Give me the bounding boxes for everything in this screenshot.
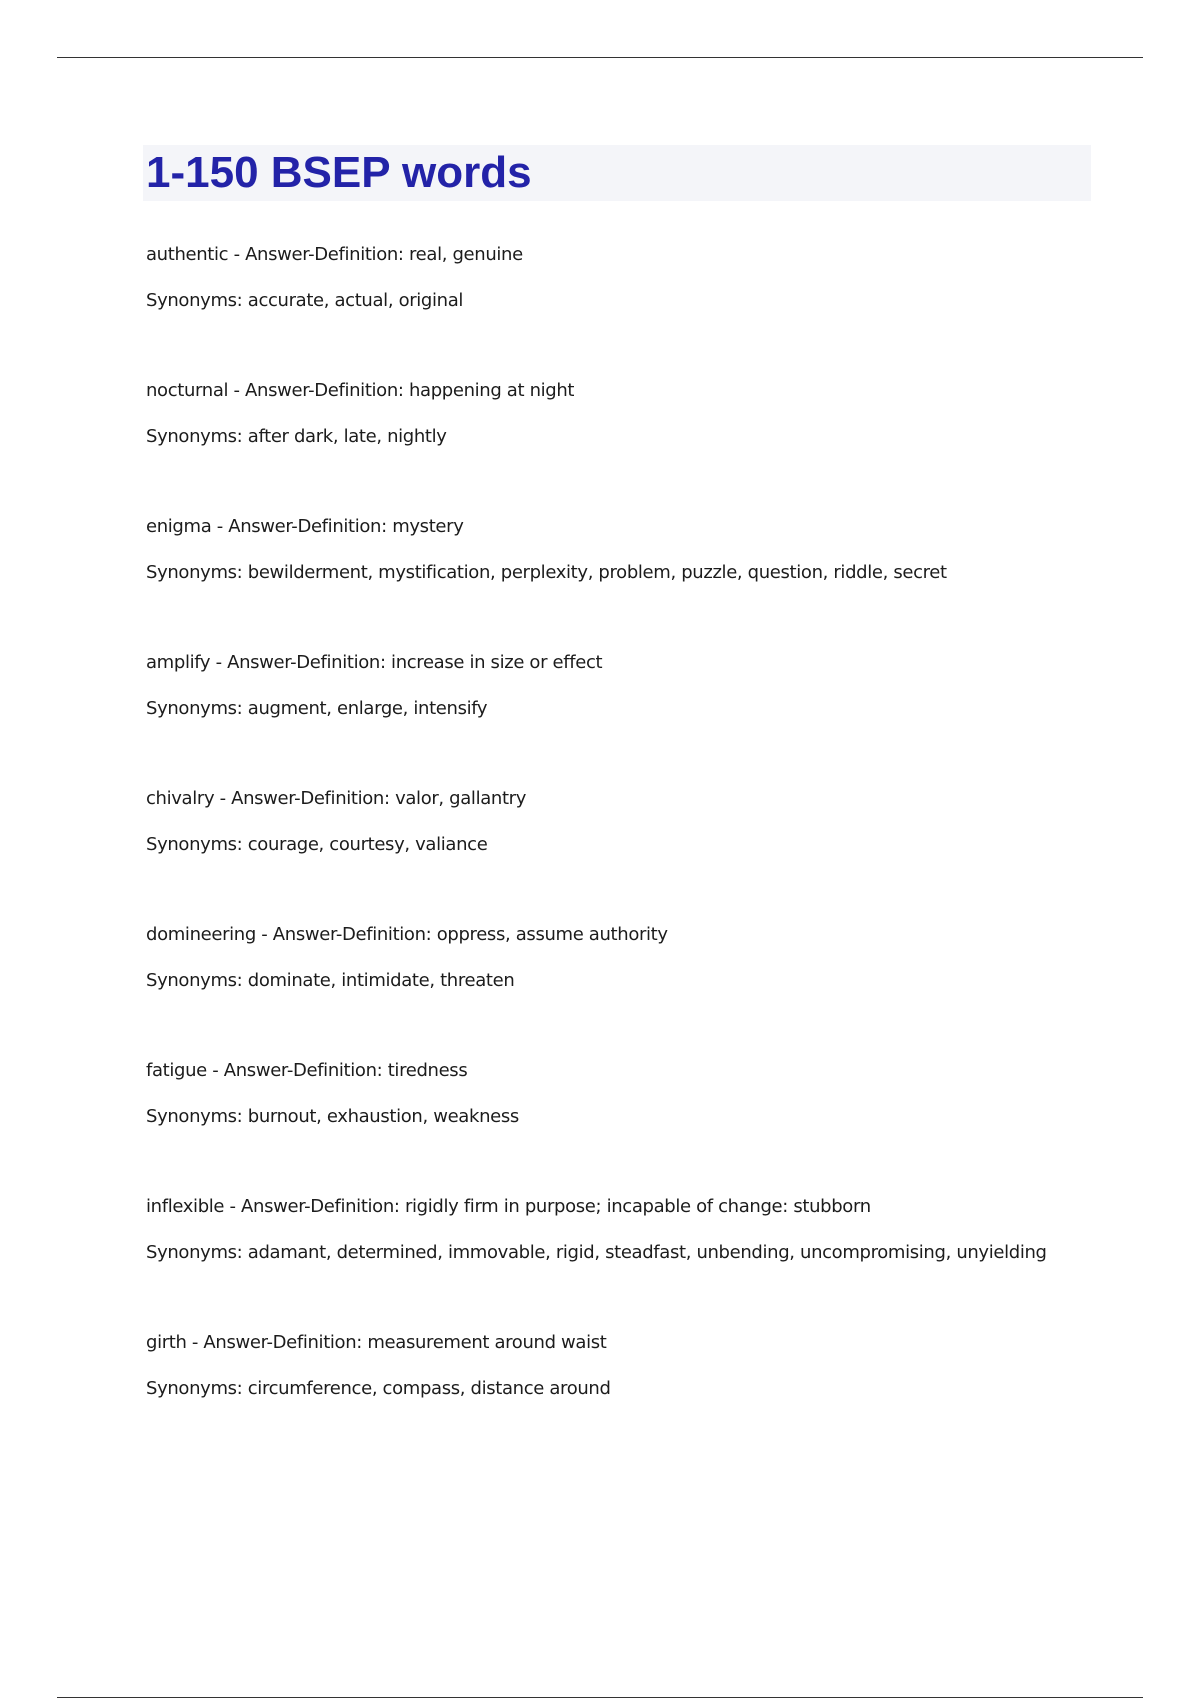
entry-synonyms: Synonyms: circumference, compass, distance around bbox=[146, 1378, 611, 1399]
entry-synonyms: Synonyms: dominate, intimidate, threaten bbox=[146, 970, 515, 991]
entry-synonyms: Synonyms: after dark, late, nightly bbox=[146, 426, 447, 447]
entry-definition: girth - Answer-Definition: measurement around waist bbox=[146, 1332, 607, 1353]
entry-definition: chivalry - Answer-Definition: valor, gallantry bbox=[146, 788, 527, 809]
vocab-entry bbox=[146, 922, 1086, 1058]
vocab-entry bbox=[146, 650, 1086, 786]
entry-definition: amplify - Answer-Definition: increase in size or effect bbox=[146, 652, 603, 673]
vocabulary-list bbox=[146, 242, 1086, 1466]
page-title: 1-150 BSEP words bbox=[146, 148, 532, 197]
vocab-entry bbox=[146, 378, 1086, 514]
entry-definition: fatigue - Answer-Definition: tiredness bbox=[146, 1060, 468, 1081]
entry-definition: inflexible - Answer-Definition: rigidly firm in purpose; incapable of change: stubborn bbox=[146, 1196, 871, 1217]
footer-rule bbox=[57, 1697, 1143, 1698]
entry-definition: enigma - Answer-Definition: mystery bbox=[146, 516, 464, 537]
vocab-entry bbox=[146, 514, 1086, 650]
header-rule bbox=[57, 57, 1143, 58]
vocab-entry bbox=[146, 1330, 1086, 1466]
entry-synonyms: Synonyms: accurate, actual, original bbox=[146, 290, 464, 311]
entry-definition: nocturnal - Answer-Definition: happening at night bbox=[146, 380, 575, 401]
vocab-entry bbox=[146, 1058, 1086, 1194]
entry-synonyms: Synonyms: bewilderment, mystification, perplexity, problem, puzzle, question, riddle, secret bbox=[146, 562, 947, 583]
vocab-entry bbox=[146, 242, 1086, 378]
entry-synonyms: Synonyms: burnout, exhaustion, weakness bbox=[146, 1106, 519, 1127]
entry-definition: authentic - Answer-Definition: real, genuine bbox=[146, 244, 523, 265]
vocab-entry bbox=[146, 786, 1086, 922]
entry-definition: domineering - Answer-Definition: oppress, assume authority bbox=[146, 924, 668, 945]
entry-synonyms: Synonyms: augment, enlarge, intensify bbox=[146, 698, 488, 719]
entry-synonyms: Synonyms: adamant, determined, immovable, rigid, steadfast, unbending, uncompromising, unyielding bbox=[146, 1242, 1047, 1263]
entry-synonyms: Synonyms: courage, courtesy, valiance bbox=[146, 834, 488, 855]
vocab-entry bbox=[146, 1194, 1086, 1330]
